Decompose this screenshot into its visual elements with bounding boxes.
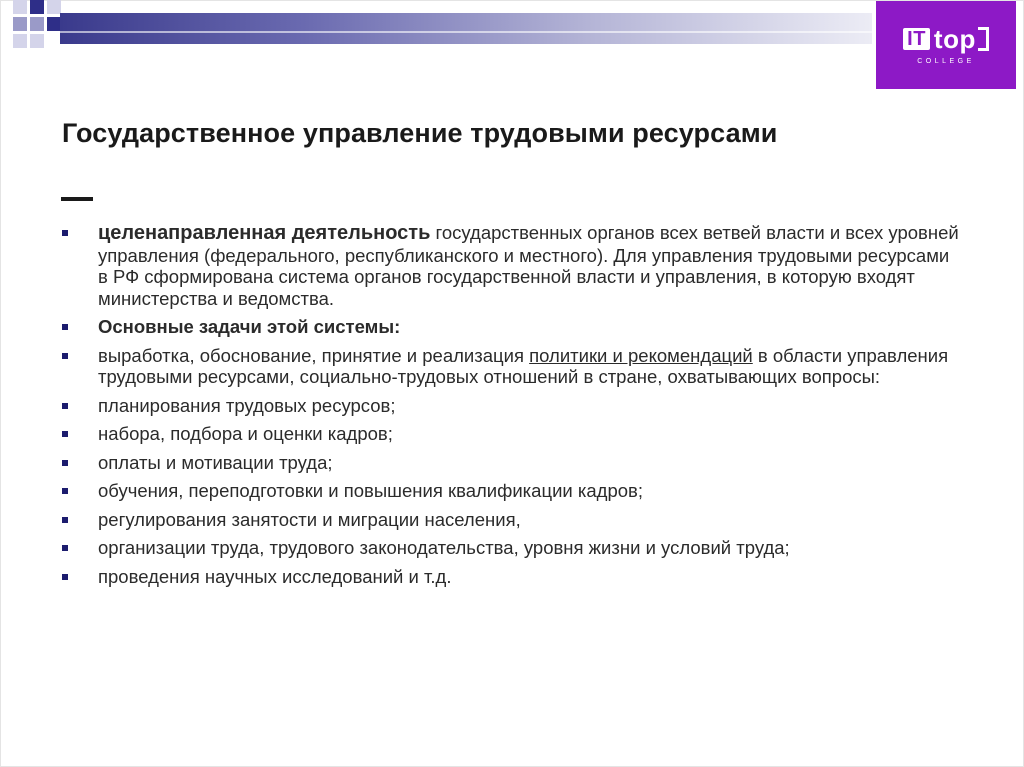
deco-square (13, 17, 27, 31)
title-dash (61, 197, 93, 201)
list-item (60, 537, 960, 559)
deco-square (13, 34, 27, 48)
bullet-bold-heading: Основные задачи этой системы: (98, 316, 401, 337)
list-item (60, 316, 960, 338)
bullet-text: планирования трудовых ресурсов; (98, 394, 396, 416)
slide-title: Государственное управление трудовыми ресурсами (62, 118, 778, 148)
square-bullet-icon (62, 403, 68, 409)
it-top-college-logo (876, 1, 1016, 89)
square-bullet-icon (62, 431, 68, 437)
deco-square (13, 0, 27, 14)
square-bullet-icon (62, 517, 68, 523)
deco-square (47, 0, 61, 14)
logo-subtitle: COLLEGE (917, 57, 975, 65)
list-item (60, 423, 960, 445)
square-bullet-icon (62, 545, 68, 551)
square-bullet-icon (62, 230, 68, 236)
square-bullet-icon (62, 460, 68, 466)
square-bullet-icon (62, 488, 68, 494)
policy-link[interactable]: политики и рекомендаций (529, 344, 753, 366)
square-bullet-icon (62, 324, 68, 330)
deco-square (30, 0, 44, 14)
list-item (60, 395, 960, 417)
logo-it: IT (903, 28, 930, 50)
list-item (60, 222, 960, 309)
deco-square (30, 34, 44, 48)
list-item (60, 480, 960, 502)
header-band-line (60, 31, 872, 33)
list-item (60, 345, 960, 388)
logo-mark (903, 23, 989, 54)
deco-square (47, 17, 61, 31)
bullet-text: проведения научных исследований и т.д. (98, 565, 452, 587)
list-item (60, 509, 960, 531)
bullet-text: оплаты и мотивации труда; (98, 451, 333, 473)
bullet-text-after: в области управления трудовыми ресурсами, социально-трудовых отношений в стране, охватывающих вопросы: (98, 344, 949, 387)
logo-top: top (933, 23, 976, 54)
list-item (60, 452, 960, 474)
bullet-text: выработка, обоснование, принятие и реализация (98, 344, 530, 366)
deco-square (30, 17, 44, 31)
square-bullet-icon (62, 353, 68, 359)
bullet-text: государственных органов всех ветвей власти и всех уровней управления (федерального, республиканского и местного). Для управления трудовыми ресурсами в РФ сформирована система органов государственной власти и управления, в которую входят министерства и ведомства. (98, 222, 959, 309)
bullet-text: обучения, переподготовки и повышения квалификации кадров; (98, 480, 644, 501)
bullet-text: регулирования занятости и миграции населения, (98, 508, 521, 530)
bullet-text: набора, подбора и оценки кадров; (98, 423, 393, 444)
header-gradient-band (60, 13, 872, 44)
bullet-text: организации труда, трудового законодательства, уровня жизни и условий труда; (98, 537, 790, 558)
bullet-bold-lead: целенаправленная деятельность (98, 222, 431, 244)
list-item (60, 566, 960, 588)
logo-bracket-icon (978, 27, 989, 51)
bullet-list (60, 222, 960, 594)
square-bullet-icon (62, 574, 68, 580)
